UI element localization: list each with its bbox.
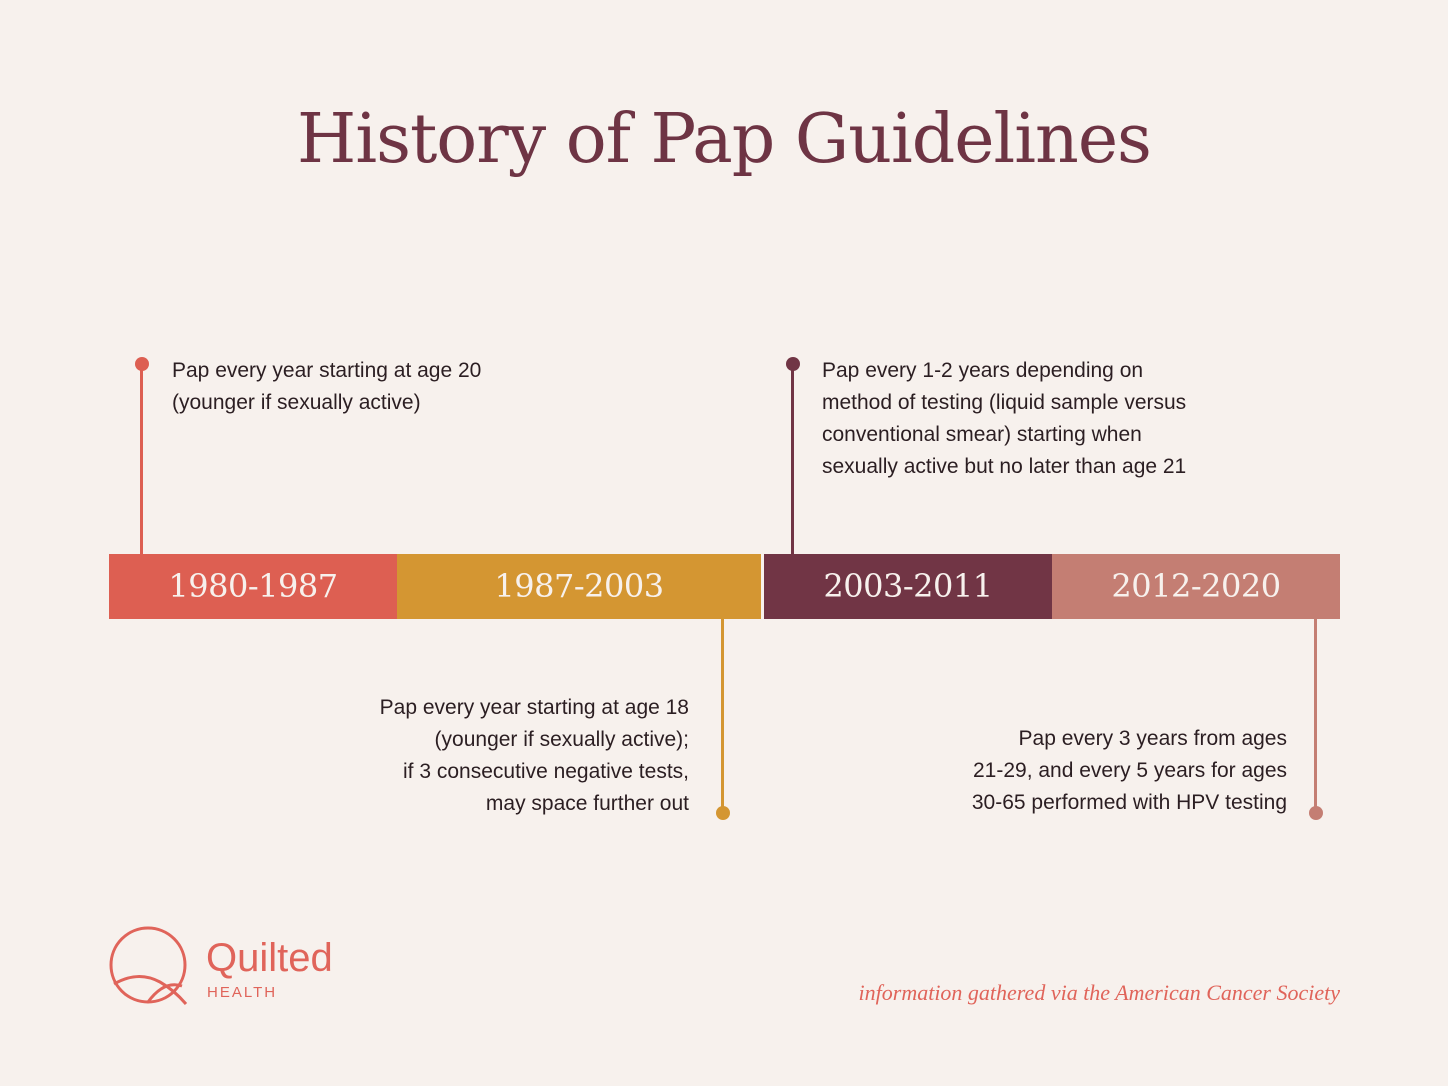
note-1980-1987: Pap every year starting at age 20 (younger if sexually active) — [172, 359, 482, 414]
period-bar-2012-2020: 2012-2020 — [1052, 554, 1340, 619]
connector-line-2012-2020 — [1314, 619, 1317, 812]
logo-wordmark: Quilted — [206, 936, 333, 980]
source-note: information gathered via the American Cancer Society — [858, 980, 1340, 1005]
note-2003-2011: Pap every 1-2 years depending on method of testing (liquid sample versus conventional smear) starting when sexually active but no later than age 21 — [822, 359, 1187, 478]
connector-dot-2012-2020 — [1309, 806, 1323, 820]
period-bar-1987-2003: 1987-2003 — [397, 554, 761, 619]
period-bar-1980-1987: 1980-1987 — [109, 554, 397, 619]
connector-dot-1987-2003 — [716, 806, 730, 820]
page-title: History of Pap Guidelines — [297, 100, 1151, 179]
logo-subtitle: HEALTH — [207, 984, 278, 1001]
connector-line-2003-2011 — [791, 364, 794, 554]
quilted-q-logo-icon — [108, 924, 192, 1010]
note-2012-2020: Pap every 3 years from ages 21-29, and every 5 years for ages 30-65 performed with HPV testing — [971, 727, 1287, 814]
connector-line-1987-2003 — [721, 619, 724, 812]
connector-line-1980-1987 — [140, 364, 143, 554]
note-1987-2003: Pap every year starting at age 18 (younger if sexually active); if 3 consecutive negative tests, may space further out — [379, 696, 689, 815]
period-bar-2003-2011: 2003-2011 — [764, 554, 1052, 619]
